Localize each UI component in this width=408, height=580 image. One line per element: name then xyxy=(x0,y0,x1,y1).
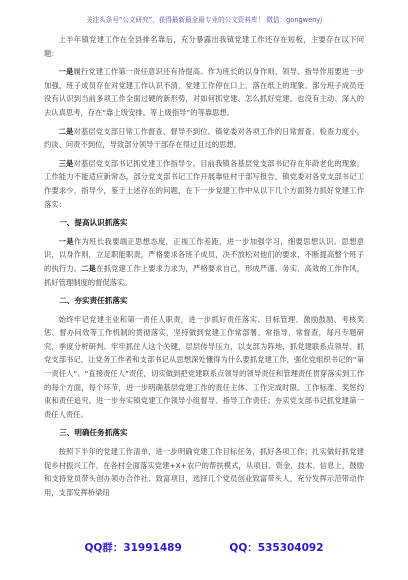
problem-three-lead: 三是 xyxy=(58,158,74,168)
document-body xyxy=(44,33,364,504)
problem-one-paragraph xyxy=(44,65,364,119)
section-one-paragraph xyxy=(44,235,364,289)
problem-three-paragraph xyxy=(44,157,364,211)
problem-two-lead: 二是 xyxy=(58,126,74,136)
section-three-heading: 三、明确任务抓落实 xyxy=(59,428,128,438)
intro-paragraph: 上半年镇党建工作在全县排名靠后，充分暴露出我镇党建工作还存在短板，主要存在以下问题： xyxy=(44,35,364,58)
problem-three-text: 对基层党支部书记抓党建工作指导少。目前我镇各基层党支部书记存在年龄老化的现象，工作能力不能适应新常态，部分党支部书记工作开展靠驻村干部写报告，镇党委对各党支部书记工作要求少，指导少，鉴于上述存在的问题，在下一步党建工作中从以下几个方面努力抓好党建工作落实： xyxy=(44,158,364,209)
qq-group-number: QQ群：31991489 xyxy=(84,542,182,554)
problem-two-text: 对基层党支部日常工作督查、督导不到位。镇党委对各项工作的日常督查、检查力度小，约谈、问责不到位，导致部分领导干部存在得过且过的思想。 xyxy=(44,126,364,150)
problem-two-paragraph xyxy=(44,125,364,152)
problem-one-lead: 一是 xyxy=(58,67,74,77)
section-two-heading: 二、夯实责任抓落实 xyxy=(59,296,128,306)
section-one-lead-two: 二是 xyxy=(81,263,97,273)
qq-number: QQ：535304092 xyxy=(229,542,324,554)
section-two-paragraph: 始终牢记党建主业和第一责任人职责，进一步抓好责任落实、目标管理、激励鼓励、考核奖惩、督办问效等工作机制的贯彻落实，坚持做到党建工作常部署、常指导、常督查，每月专题研究，季度分析研判。牢牢抓住人这个关键，层层传导压力，以支部为阵地，抓党建联系点领导、抓党支部书记，让党务工作者和支部书记从思想深处懂得为什么要抓党建工作，强化党组织书记的“第一责任人”、“直接责任人”责任，切实做到把党建联系点领导的领导责任和管理责任贯穿落实到工作的每个方面，每个环节，进一步明确基层党建工作的责任主体、工作完成时限、工作标准、奖惩约束和责任追究。进一步夯实镇党建工作领导小组督导、指导工作责任；夯实党支部书记抓党建第一责任人责任。 xyxy=(44,314,364,419)
page-header-banner: 关注头条号“公文研究”，获得最新最全最专业的公文资料库！ 微信：gongwenyj xyxy=(85,16,323,24)
section-three-paragraph: 按照下半年的党建工作清单，进一步明确党建工作目标任务，抓好各项工作；扎实做好抓党建促乡村振兴工作，在各村全面落实党建+X+农户的帮扶模式，从项目、资金、技术、信息上，鼓励和支持党员带头创办领办合作社、致富项目，选择几个党员创业致富带头人，充分发挥示范带动作用，支部发挥桥梁纽 xyxy=(44,447,364,497)
contact-footer xyxy=(0,540,408,555)
section-one-heading: 一、提高认识抓落实 xyxy=(59,218,128,228)
section-one-lead: 一是 xyxy=(58,236,74,246)
section-one-text-two: 在抓党建工作上要求力求为，严格要求自己，形成严谨、务实、高效的工作作风，抓好管理制度的督促落实。 xyxy=(44,263,365,287)
problem-one-text: 履行党建工作第一责任意识还有待提高。作为班长的以身作则、领导、指导作用要进一步加强，班子成员存在对党建工作认识不清，党建工作停在口上，落在纸上的现象。部分班子成员还没有认识到当前多项工作全面过硬的新形势，对如何抓党建、怎么抓好党建，也没有主动、深入的去认真思考，存在“靠上级安排、等上级指导”的等靠思想。 xyxy=(44,67,364,117)
section-one-text: 作为班长我要端正思想态度，正视工作差距，进一步加强学习，细要思想认识。思想意识，以身作则，立足职能职责，严格要求各班子成员，决不放松对他们的要求，不断提高整个班子的执行力。 xyxy=(44,236,365,273)
